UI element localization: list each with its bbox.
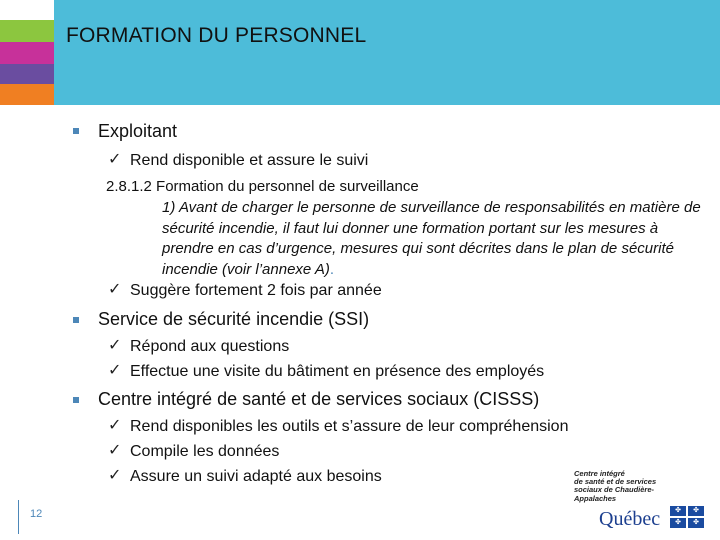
checkmark-icon: ✓ bbox=[108, 442, 122, 459]
quebec-wordmark: Québec bbox=[599, 508, 661, 530]
list-item: Effectue une visite du bâtiment en présence des employés bbox=[130, 363, 545, 380]
section-label-exploitant: Exploitant bbox=[98, 121, 178, 141]
logo-line: Centre intégré bbox=[574, 469, 625, 478]
logo-line: de santé et de services bbox=[574, 477, 657, 487]
header-bar bbox=[54, 0, 720, 105]
color-band-white bbox=[0, 0, 54, 20]
square-bullet-icon bbox=[73, 128, 79, 134]
section-label-ssi: Service de sécurité incendie (SSI) bbox=[98, 309, 370, 329]
checkmark-icon: ✓ bbox=[108, 467, 122, 484]
list-item: Assure un suivi adapté aux besoins bbox=[130, 468, 382, 485]
quebec-flag-icon: ✤ ✤ ✤ ✤ bbox=[670, 506, 704, 528]
checkmark-icon: ✓ bbox=[108, 151, 122, 168]
page-number: 12 bbox=[30, 508, 43, 520]
list-item: Rend disponible et assure le suivi bbox=[130, 152, 369, 169]
paragraph-text: 1) Avant de charger le personne de surveillance de responsabilités en matière de sécurité incendie, il faut lui donner une formation portant sur les mesures à prendre en cas d’urgence, mesures qui sont décrites dans le plan de sécurité incendie (voir l’annexe A) bbox=[162, 199, 701, 278]
paragraph-end: . bbox=[329, 260, 335, 278]
list-item: Suggère fortement 2 fois par année bbox=[130, 282, 382, 299]
checkmark-icon: ✓ bbox=[108, 417, 122, 434]
square-bullet-icon bbox=[73, 317, 79, 323]
logo-line: sociaux de Chaudière- bbox=[574, 485, 655, 495]
checkmark-icon: ✓ bbox=[108, 362, 122, 379]
color-band-orange bbox=[0, 84, 54, 105]
section-label-cisss: Centre intégré de santé et de services sociaux (CISSS) bbox=[98, 389, 540, 409]
quoted-paragraph bbox=[162, 198, 707, 280]
subheading: 2.8.1.2 Formation du personnel de surveillance bbox=[106, 178, 419, 195]
page-number-divider bbox=[18, 500, 19, 534]
color-band-purple bbox=[0, 64, 54, 84]
slide-title: FORMATION DU PERSONNEL bbox=[66, 24, 367, 47]
square-bullet-icon bbox=[73, 397, 79, 403]
color-band-magenta bbox=[0, 42, 54, 64]
list-item: Compile les données bbox=[130, 443, 280, 460]
checkmark-icon: ✓ bbox=[108, 337, 122, 354]
list-item: Rend disponibles les outils et s’assure de leur compréhension bbox=[130, 418, 569, 435]
cisss-logo-text bbox=[574, 470, 684, 503]
list-item: Répond aux questions bbox=[130, 338, 290, 355]
logo-line: Appalaches bbox=[574, 493, 617, 503]
checkmark-icon: ✓ bbox=[108, 281, 122, 298]
color-band-green bbox=[0, 20, 54, 42]
